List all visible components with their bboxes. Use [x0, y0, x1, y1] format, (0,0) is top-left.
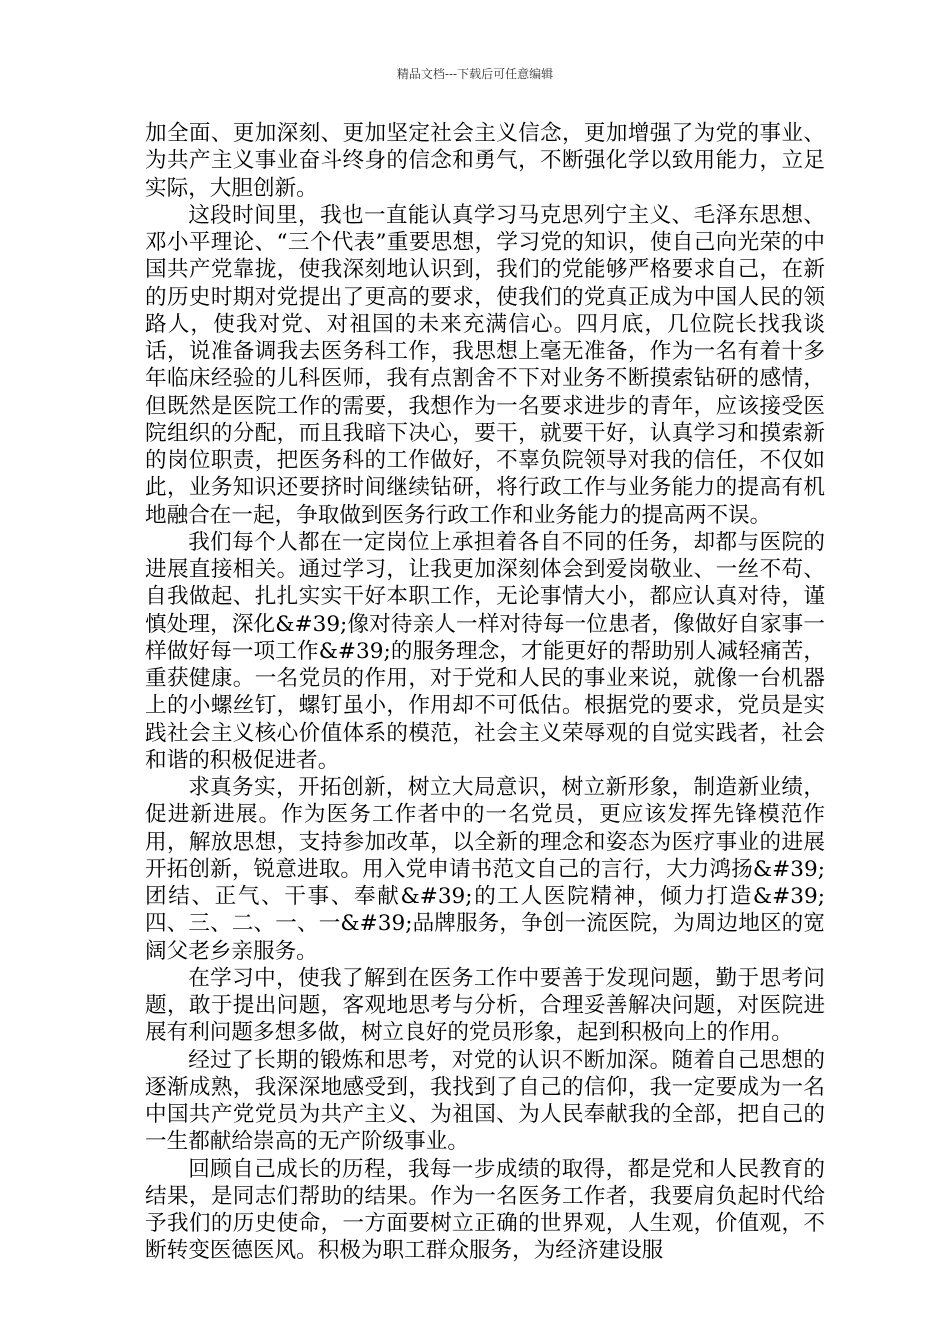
paragraph-3: 我们每个人都在一定岗位上承担着各自不同的任务，却都与医院的进展直接相关。通过学习，让我更加深刻体会到爱岗敬业、一丝不苟、自我做起、扎扎实实干好本职工作，无论事情大小，都应认真对待，谨慎处理，深化&#39;像对待亲人一样对待每一位患者，像做好自家事一样做好每一项工作&#39;的服务理念，才能更好的帮助别人减轻痛苦，重获健康。一名党员的作用，对于党和人民的事业来说，就像一台机器上的小螺丝钉，螺钉虽小，作用却不可低估。根据党的要求，党员是实践社会主义核心价值体系的模范，社会主义荣辱观的自觉实践者，社会和谐的积极促进者。 [145, 529, 825, 773]
document-body [145, 120, 825, 1265]
page-header: 精品文档---下载后可任意编辑 [396, 67, 554, 81]
paragraph-1: 加全面、更加深刻、更加坚定社会主义信念，更加增强了为党的事业、为共产主义事业奋斗终身的信念和勇气，不断强化学以致用能力，立足实际，大胆创新。 [145, 121, 825, 201]
paragraph-6: 经过了长期的锻炼和思考，对党的认识不断加深。随着自己思想的逐渐成熟，我深深地感受到，我找到了自己的信仰，我一定要成为一名中国共产党党员为共产主义、为祖国、为人民奉献我的全部，把自己的一生都献给崇高的无产阶级事业。 [145, 1047, 825, 1155]
paragraph-7: 回顾自己成长的历程，我每一步成绩的取得，都是党和人民教育的结果，是同志们帮助的结果。作为一名医务工作者，我要肩负起时代给予我们的历史使命，一方面要树立正确的世界观，人生观，价值观，不断转变医德医风。积极为职工群众服务，为经济建设服 [145, 1156, 825, 1264]
paragraph-5: 在学习中，使我了解到在医务工作中要善于发现问题，勤于思考问题，敢于提出问题，客观地思考与分析，合理妥善解决问题，对医院进展有利问题多想多做，树立良好的党员形象，起到积极向上的作用。 [145, 965, 825, 1046]
paragraph-4: 求真务实，开拓创新，树立大局意识，树立新形象，制造新业绩，促进新进展。作为医务工作者中的一名党员，更应该发挥先锋模范作用，解放思想，支持参加改革，以全新的理念和姿态为医疗事业的进展开拓创新，锐意进取。用入党申请书范文自己的言行，大力鸿扬&#39;团结、正气、干事、奉献&#39;的工人医院精神，倾力打造&#39;四、三、二、一、一&#39;品牌服务，争创一流医院，为周边地区的宽阔父老乡亲服务。 [145, 775, 825, 964]
paragraph-2: 这段时间里，我也一直能认真学习马克思列宁主义、毛泽东思想、邓小平理论、“三个代表”重要思想，学习党的知识，使自己向光荣的中国共产党靠拢，使我深刻地认识到，我们的党能够严格要求自己，在新的历史时期对党提出了更高的要求，使我们的党真正成为中国人民的领路人，使我对党、对祖国的未来充满信心。四月底，几位院长找我谈话，说准备调我去医务科工作，我思想上毫无准备，作为一名有着十多年临床经验的儿科医师，我有点割舍不下对业务不断摸索钻研的感情，但既然是医院工作的需要，我想作为一名要求进步的青年，应该接受医院组织的分配，而且我暗下决心，要干，就要干好，认真学习和摸索新的岗位职责，把医务科的工作做好，不辜负院领导对我的信任，不仅如此，业务知识还要挤时间继续钻研，将行政工作与业务能力的提高有机地融合在一起，争取做到医务行政工作和业务能力的提高两不误。 [145, 202, 825, 528]
